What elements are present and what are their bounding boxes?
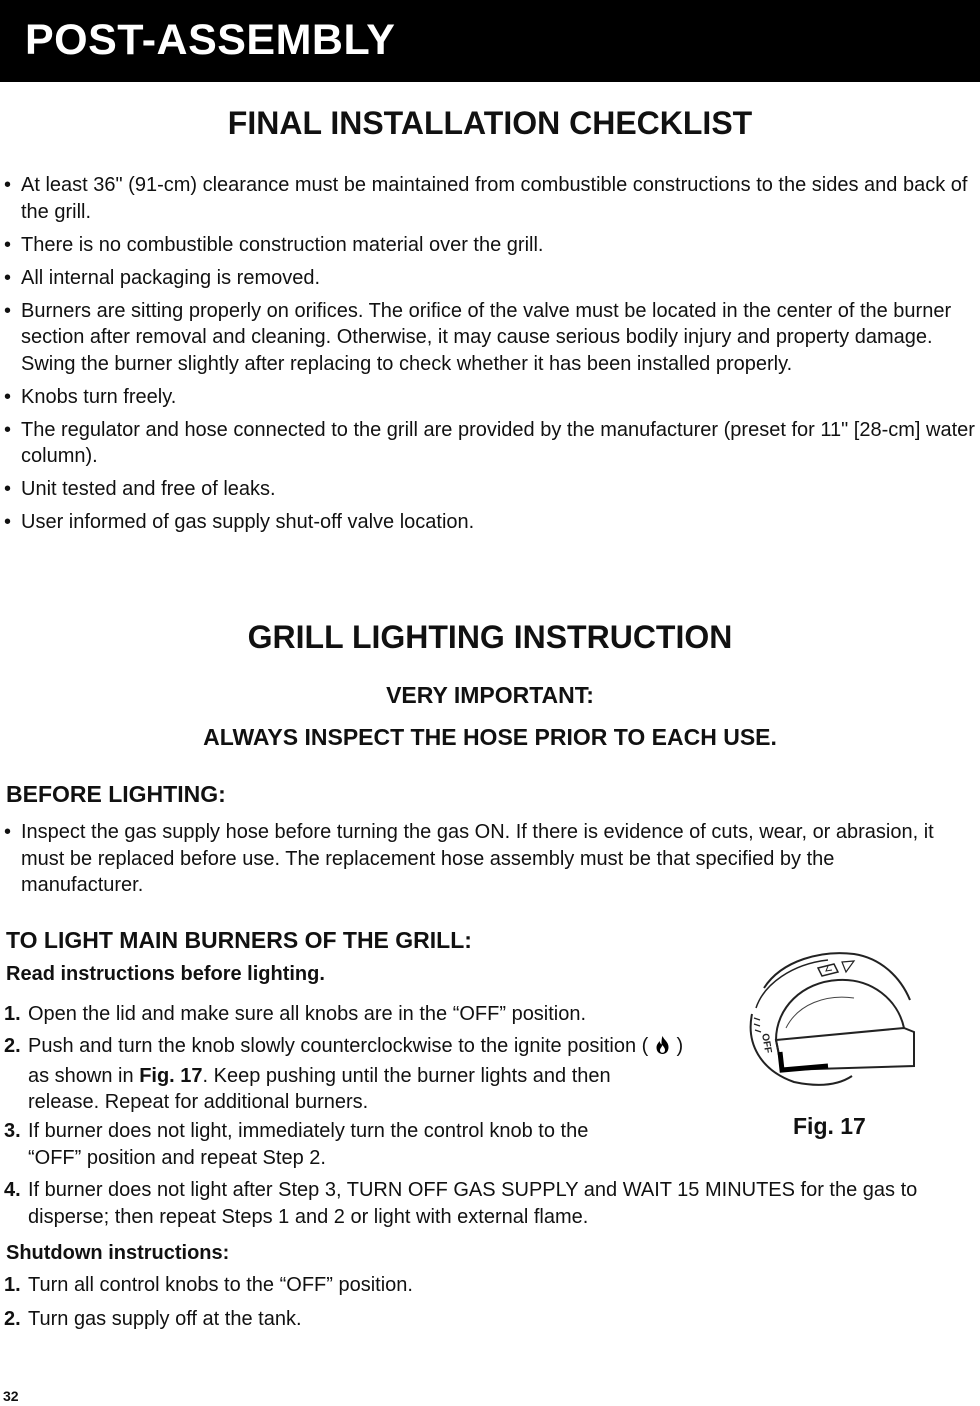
ignite-flame-icon — [654, 1035, 671, 1063]
step-text: If burner does not light after Step 3, TURN OFF GAS SUPPLY and WAIT 15 MINUTES for the gas to disperse; then repeat Steps 1 and 2 or light with external flame. — [28, 1179, 918, 1228]
step-text: Turn all control knobs to the “OFF” position. — [28, 1274, 413, 1296]
step-2 — [4, 1033, 686, 1116]
checklist-item: • All internal packaging is removed. — [4, 265, 976, 292]
checklist-list — [4, 172, 976, 542]
shutdown-step-2 — [4, 1306, 904, 1333]
step-text: Turn gas supply off at the tank. — [28, 1308, 302, 1330]
step-number: 1. — [4, 1003, 21, 1025]
step-text: . Keep pushing until the burner lights and then release. Repeat for additional burners. — [28, 1064, 611, 1113]
checklist-item: • Unit tested and free of leaks. — [4, 476, 976, 503]
page-title: POST-ASSEMBLY — [25, 16, 396, 64]
step-1 — [4, 1001, 704, 1028]
checklist-item: • The regulator and hose connected to the grill are provided by the manufacturer (preset for 11" [28-cm] water column). — [4, 417, 976, 470]
step-number: 1. — [4, 1274, 21, 1296]
checklist-title: FINAL INSTALLATION CHECKLIST — [227, 105, 753, 141]
control-knob-illustration — [742, 948, 922, 1088]
checklist-item: • At least 36" (91-cm) clearance must be maintained from combustible constructions to the sides and back of the grill. — [4, 172, 976, 225]
before-lighting-heading: BEFORE LIGHTING: — [6, 781, 226, 807]
step-text: Open the lid and make sure all knobs are in the “OFF” position. — [28, 1003, 587, 1025]
important-notice: VERY IMPORTANT: — [386, 682, 594, 708]
before-lighting-list — [4, 819, 944, 905]
main-burners-heading: TO LIGHT MAIN BURNERS OF THE GRILL: — [6, 927, 472, 953]
off-marker-label: OFF — [759, 1032, 774, 1055]
figure-caption: Fig. 17 — [793, 1113, 866, 1139]
step-text: If burner does not light, immediately turn the control knob to the “OFF” position and repeat Step 2. — [28, 1120, 589, 1169]
header-banner — [0, 0, 980, 82]
read-instructions-note: Read instructions before lighting. — [6, 963, 325, 985]
step-number: 4. — [4, 1179, 21, 1201]
step-number: 2. — [4, 1035, 21, 1057]
shutdown-step-1 — [4, 1272, 904, 1299]
step-number: 3. — [4, 1120, 21, 1142]
step-number: 2. — [4, 1308, 21, 1330]
before-lighting-item: • Inspect the gas supply hose before turning the gas ON. If there is evidence of cuts, wear, or abrasion, it must be replaced before use. The replacement hose assembly must be that specified by the manufacturer. — [4, 819, 944, 899]
step-text: ) as shown in — [28, 1035, 684, 1087]
checklist-item: • User informed of gas supply shut-off valve location. — [4, 509, 976, 536]
page-number: 32 — [3, 1388, 19, 1404]
control-knob-figure — [742, 948, 922, 1088]
checklist-item: • There is no combustible construction material over the grill. — [4, 232, 976, 259]
step-text: Push and turn the knob slowly counterclockwise to the ignite position ( — [28, 1035, 649, 1057]
important-notice-detail: ALWAYS INSPECT THE HOSE PRIOR TO EACH USE. — [203, 724, 777, 750]
checklist-item: • Burners are sitting properly on orifices. The orifice of the valve must be located in the center of the burner section after removal and cleaning. Otherwise, it may cause serious bodily injury and property damage. Swing the burner slightly after replacing to check whether it has been installed properly. — [4, 298, 976, 378]
step-3 — [4, 1118, 644, 1171]
lighting-title: GRILL LIGHTING INSTRUCTION — [247, 619, 733, 655]
shutdown-heading: Shutdown instructions: — [6, 1242, 230, 1264]
checklist-item: • Knobs turn freely. — [4, 384, 976, 411]
figure-reference: Fig. 17 — [139, 1064, 203, 1087]
step-4 — [4, 1177, 976, 1230]
